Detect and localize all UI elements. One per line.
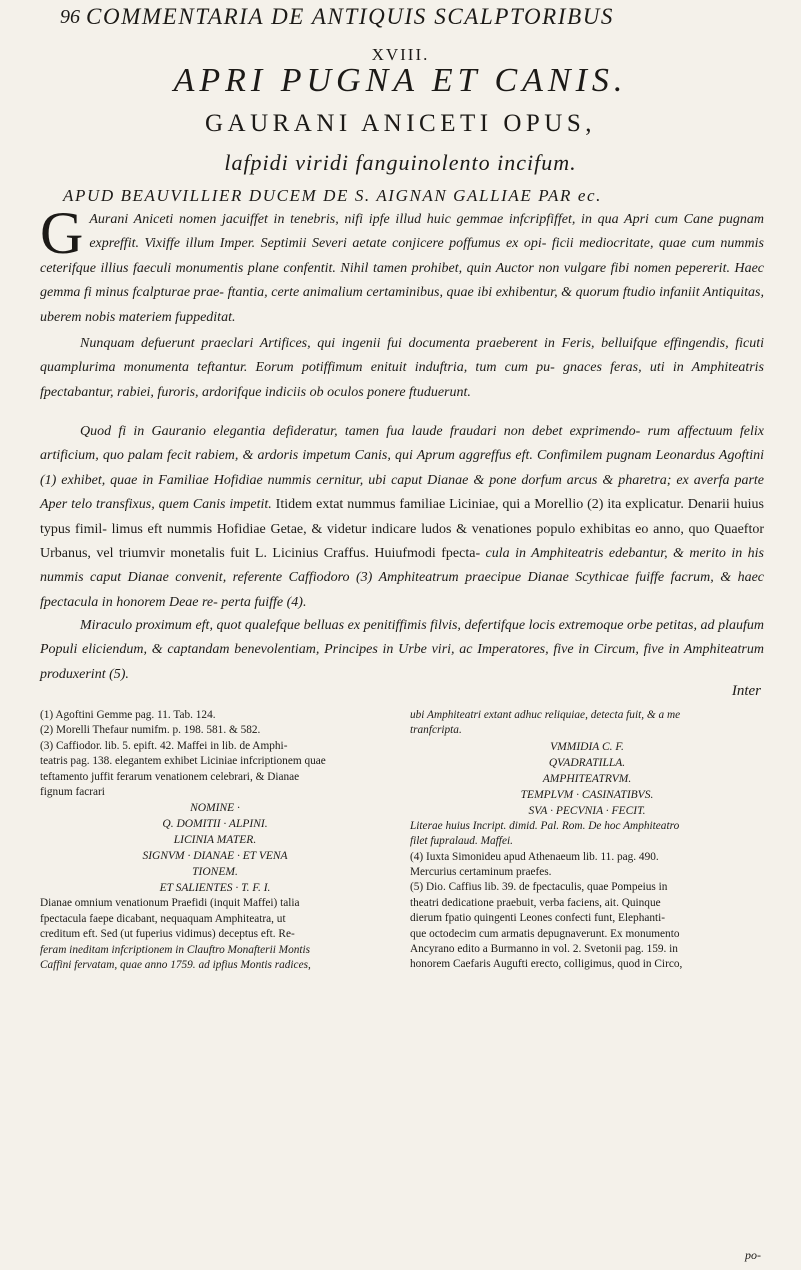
p4-line: Imperatores, five in Circum, five in Amphiteatrum produxerint (5). <box>40 642 764 682</box>
p3-line: anno, quo Quaeftor Urbanus, vel triumvir monetalis fuit L. Licinius Craffus. Huiufmodi fpecta- <box>40 521 764 562</box>
p1-line: ficii mediocritate, quae cum nummis ceterifque illius faeculi monumentis plane confentit. Nihil <box>40 236 764 276</box>
p1-line: cum Cane pugnam expreffit. Vixiffe illum Imper. Septimii Severi aetate conjicere poffumus ex opi- <box>89 212 764 252</box>
section-title: APRI PUGNA ET CANIS. <box>173 62 628 99</box>
footnote-3-cont: Caffini fervatam, quae anno 1759. ad ipfius Montis radices, <box>40 959 311 972</box>
footnote-2: (2) Morelli Thefaur numifm. p. 198. 581. & 582. <box>40 724 261 737</box>
footnote-3-line: (3) Caffiodor. lib. 5. epift. 42. Maffei in lib. de Amphi- <box>40 739 288 752</box>
catchword: Inter <box>731 683 761 699</box>
paragraph-4 <box>40 614 764 687</box>
p1-line: ftantia, certe animalium certaminibus, quae ibi exhibentur, & quorum ftudio infaniit Antiquitas, uberem <box>40 285 764 325</box>
collection-line: APUD BEAUVILLIER DUCEM DE S. AIGNAN GALLIAE PAR ec. <box>63 186 602 205</box>
footnote-5: (5) Dio. Caffius lib. 39. de fpectaculis, quae Pompeius in <box>410 881 668 894</box>
footnote-5-cont: Ancyrano edito a Burmanno in vol. 2. Svetonii pag. 159. in <box>410 943 678 956</box>
p2-line: effingendis, ficuti quamplurima monumenta teftantur. Eorum potiffimum enituit induftria, tum cum pu- <box>40 336 764 376</box>
drop-cap: G <box>40 200 84 266</box>
paragraph-1 <box>40 200 765 330</box>
footnote-5-cont: theatri dedicatione praebuit, verba faciens, ait. Quinque <box>410 896 661 909</box>
inscription-line: VMMIDIA C. F. <box>550 740 624 753</box>
inscription-line: SVA · PECVNIA · FECIT. <box>528 804 646 817</box>
footer-catchword: po- <box>745 1248 761 1262</box>
footnotes-right <box>410 708 764 973</box>
footnote-3-cont: filet fupralaud. Maffei. <box>410 835 513 848</box>
inscription-line: NOMINE · <box>190 802 240 815</box>
p2-line: ftuduerunt. <box>409 384 471 400</box>
footnotes-left <box>40 708 390 973</box>
p1-line: nobis materiem fuppeditat. <box>84 309 236 325</box>
section-numeral: XVIII. <box>371 45 430 64</box>
footnote-3-cont: fpectacula faepe dicabant, nequaquam Amphiteatra, ut <box>40 912 286 925</box>
inscription-line: QVADRATILLA. <box>548 756 626 769</box>
footnote-4-cont: Mercurius certaminum praefes. <box>410 866 552 879</box>
inscription-line: LICINIA MATER. <box>173 834 257 847</box>
inscription-line: TEMPLVM · CASINATIBVS. <box>520 788 654 801</box>
inscription-ummidia <box>410 739 764 819</box>
inscription-line: TIONEM. <box>192 866 238 879</box>
footnote-3-cont: ubi Amphiteatri extant adhuc reliquiae, detecta fuit, & a me <box>410 709 681 721</box>
paragraph-2 <box>40 332 764 405</box>
p3-line: perta fuiffe (4). <box>221 594 307 610</box>
footnote-5-cont: dierum fpatio quingenti Leones confecti funt, Elephanti- <box>410 912 666 925</box>
footnote-5-cont: honorem Caefaris Augufti erecto, colligimus, quod in Circo, <box>410 958 683 971</box>
footnote-3-cont: feram ineditam infcriptionem in Clauftro Monafterii Montis <box>40 943 311 956</box>
section-subtitle: GAURANI ANICETI OPUS, <box>204 110 597 137</box>
footnote-3-cont: Literae huius Incript. dimid. Pal. Rom. De hoc Amphiteatro <box>410 819 680 832</box>
p3-line: caput Dianae & pone dorfum arcus & pharetra; ex averfa parte Aper telo transfixus, quem Canis impetit. <box>40 472 764 513</box>
running-head: COMMENTARIA DE ANTIQUIS SCALPTORIBUS <box>86 4 615 29</box>
footnote-3-line: teftamento juffit ferarum venationem celebrari, & Dianae <box>40 770 300 783</box>
inscription-line: AMPHITEATRVM. <box>542 772 632 785</box>
p1-line: Aurani Aniceti nomen jacuiffet in tenebris, nifi ipfe illud huic gemmae infcripfiffet, in qua Apri <box>89 212 655 227</box>
footnote-3-cont: creditum eft. Sed (ut fuperius vidimus) deceptus eft. Re- <box>40 928 295 941</box>
p1-line: tamen prohibet, quin Auctor non vulgare fibi nomen pepererit. Haec gemma fi minus fcalpturae prae- <box>40 260 765 301</box>
footnote-5-cont: que octodecim cum armatis depugnaverunt. Ex monumento <box>410 927 680 940</box>
p2-line: Nunquam defuerunt praeclari Artifices, qui ingenii fui documenta praeberent in Feris, belluifque <box>80 336 664 351</box>
footnote-3-cont: tranfcripta. <box>410 724 462 737</box>
running-header <box>60 4 760 38</box>
p3-line: cula in Amphiteatris edebantur, & merito in his nummis caput Dianae convenit, referente Caffiodoro (3) <box>40 546 764 586</box>
inscription-line: ET SALIENTES · T. F. I. <box>159 882 271 895</box>
footnote-4: (4) Iuxta Simonideu apud Athenaeum lib. 11. pag. 490. <box>410 850 659 863</box>
paragraph-3 <box>40 420 764 615</box>
footnote-3-line: teatris pag. 138. elegantem exhibet Liciniae infcriptionem quae <box>40 755 326 768</box>
material-line: lafpidi viridi fanguinolento incifum. <box>224 150 577 175</box>
inscription-line: Q. DOMITII · ALPINI. <box>162 818 268 831</box>
footnote-1: (1) Agoftini Gemme pag. 11. Tab. 124. <box>40 709 216 721</box>
footnote-3-line: fignum facrari <box>40 786 105 799</box>
p3-line: limus eft nummis Hofidiae Getae, & videtur indicare ludos & venationes populo exhibitas eo <box>111 521 654 537</box>
page-number: 96 <box>60 6 80 28</box>
p2-line: gnaces feras, uti in Amphiteatris fpectabantur, rabiei, furoris, ardorifque indiciis ob oculos ponere <box>40 360 764 400</box>
p3-line: rum affectuum felix artificium, quo palam fecit rabiem, & ardoris impetum Canis, qui Aprum aggreffus <box>40 424 764 464</box>
p3-line: Itidem extat nummus familiae Liciniae, qui a Morellio (2) ita explicatur. Denarii huius typus fimil- <box>40 497 764 537</box>
inscription-line: SIGNVM · DIANAE · ET VENA <box>142 850 288 863</box>
p3-line: Amphiteatrum praecipue Dianae Scythicae fuiffe facrum, & haec fpectacula in honorem Deae re- <box>40 570 765 610</box>
p4-line: Miraculo proximum eft, quot qualefque belluas ex penitiffimis filvis, defertifque locis extremoque <box>80 618 627 633</box>
inscription-licinia <box>40 800 390 896</box>
footnote-3-cont: Dianae omnium venationum Praefidi (inquit Maffei) talia <box>40 897 300 910</box>
p3-line: eft. Confimilem pugnam Leonardus Agoftini (1) exhibet, quae in Familiae Hofidiae nummis cernitur, ubi <box>40 448 765 488</box>
p4-line: orbe petitas, ad plaufum Populi eliciendum, & captandam benevolentiam, Principes in Urbe viri, ac <box>40 618 764 658</box>
p3-line: Quod fi in Gauranio elegantia defideratur, tamen fua laude fraudari non debet exprimendo- <box>80 424 648 439</box>
